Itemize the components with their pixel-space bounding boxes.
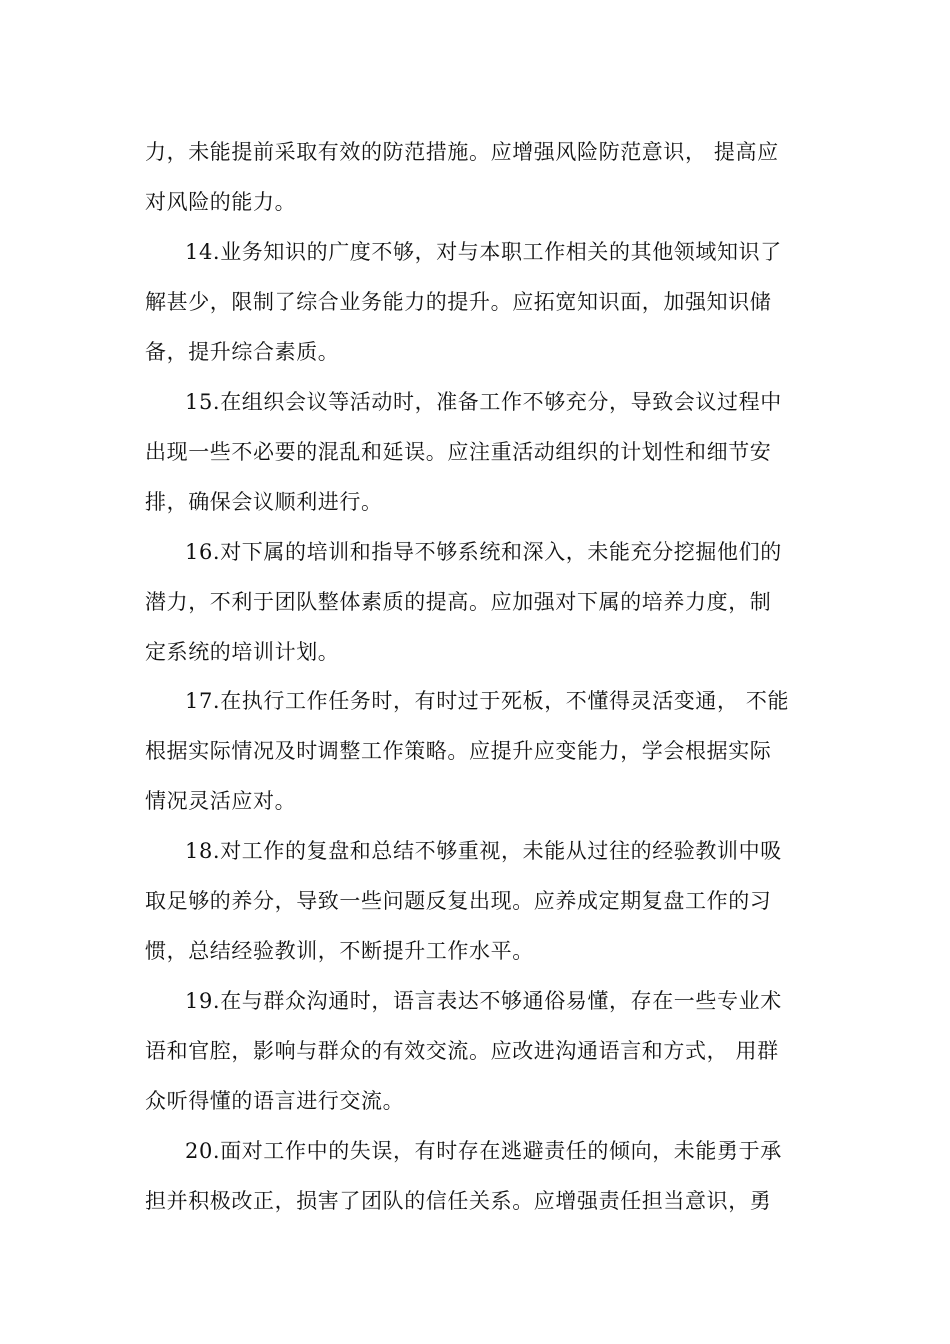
text-line: 18.对工作的复盘和总结不够重视，未能从过往的经验教训中吸 (185, 839, 782, 863)
text-line: 众听得懂的语言进行交流。 (145, 1089, 405, 1113)
text-line: 根据实际情况及时调整工作策略。应提升应变能力，学会根据实际 (145, 739, 772, 763)
text-line: 19.在与群众沟通时，语言表达不够通俗易懂，存在一些专业术 (185, 989, 782, 1013)
text-line: 情况灵活应对。 (145, 789, 297, 813)
text-line: 惯，总结经验教训，不断提升工作水平。 (145, 939, 534, 963)
text-line: 14.业务知识的广度不够，对与本职工作相关的其他领域知识了 (185, 240, 782, 264)
text-line: 担并积极改正，损害了团队的信任关系。应增强责任担当意识，勇 (145, 1189, 772, 1213)
text-line: 出现一些不必要的混乱和延误。应注重活动组织的计划性和细节安 (145, 440, 772, 464)
text-line: 备，提升综合素质。 (145, 340, 340, 364)
text-line: 力，未能提前采取有效的防范措施。应增强风险防范意识， 提高应 (145, 140, 779, 164)
text-line: 潜力，不利于团队整体素质的提高。应加强对下属的培养力度，制 (145, 590, 772, 614)
text-line: 取足够的养分，导致一些问题反复出现。应养成定期复盘工作的习 (145, 889, 772, 913)
text-line: 定系统的培训计划。 (145, 640, 340, 664)
text-line: 排，确保会议顺利进行。 (145, 490, 383, 514)
text-line: 16.对下属的培训和指导不够系统和深入，未能充分挖掘他们的 (185, 540, 782, 564)
text-line: 解甚少，限制了综合业务能力的提升。应拓宽知识面，加强知识储 (145, 290, 772, 314)
text-line: 语和官腔，影响与群众的有效交流。应改进沟通语言和方式， 用群 (145, 1039, 779, 1063)
text-line: 对风险的能力。 (145, 190, 297, 214)
text-line: 15.在组织会议等活动时，准备工作不够充分，导致会议过程中 (185, 390, 782, 414)
text-line: 20.面对工作中的失误，有时存在逃避责任的倾向，未能勇于承 (185, 1139, 782, 1163)
text-line: 17.在执行工作任务时，有时过于死板，不懂得灵活变通， 不能 (185, 689, 790, 713)
